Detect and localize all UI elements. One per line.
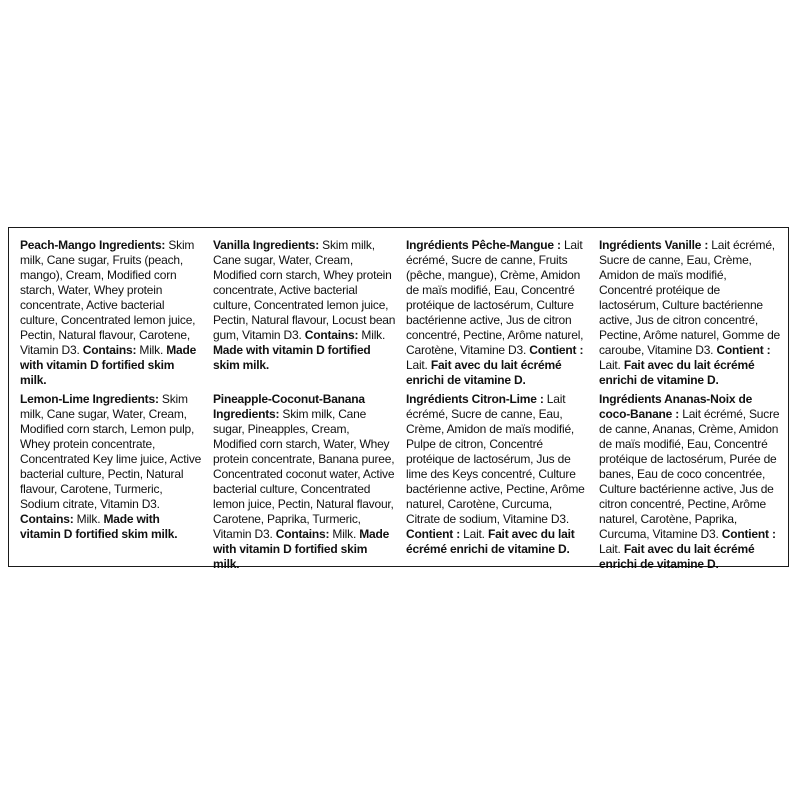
panel-contains-body: Milk.	[358, 328, 386, 342]
panel-contains-label: Contient :	[716, 343, 771, 357]
panel-contains-body: Lait.	[599, 542, 624, 556]
panel-ingredients: Lait écrémé, Sucre de canne, Eau, Crème, Amidon de maïs modifié, Pulpe de citron, Concentré protéique de lactosérum, Jus de lime des Keys concentré, Culture bactérienne active, Pectine, Arôme naturel, Carotène, Curcuma, Citrate de sodium, Vitamine D3.	[406, 392, 585, 526]
panel-ingredients: Skim milk, Cane sugar, Water, Cream, Modified corn starch, Lemon pulp, Whey protein concentrate, Concentrated Key lime juice, Active bacterial culture, Pectin, Natural flavour, Carotene, Turmeric, Sodium citrate, Vitamin D3.	[20, 392, 202, 511]
panel-ingredients: Lait écrémé, Sucre de canne, Fruits (pêche, mangue), Crème, Amidon de maïs modifié, Eau, Concentré protéique de lactosérum, Culture bactérienne active, Jus de citron concentré, Pectine, Arôme naturel, Carotène, Vitamine D3.	[406, 238, 584, 357]
panel-contains-body: Lait.	[599, 358, 624, 372]
panel-heading: Ingrédients Pêche-Mangue :	[406, 238, 561, 252]
ingredients-label-box	[8, 227, 789, 571]
panel-heading: Pineapple-Coconut-Banana Ingredients:	[213, 392, 365, 421]
panel-fortified-note: Made with vitamin D fortified skim milk.	[20, 512, 178, 541]
panel-fortified-note: Made with vitamin D fortified skim milk.	[20, 343, 197, 387]
panel-heading: Lemon-Lime Ingredients:	[20, 392, 159, 406]
ingredients-grid	[20, 238, 782, 571]
panel-heading: Ingrédients Ananas-Noix de coco-Banane :	[599, 392, 753, 421]
panel-fortified-note: Made with vitamin D fortified skim milk.	[213, 527, 390, 571]
panel-contains-body: Milk.	[329, 527, 360, 541]
panel-fortified-note: Fait avec du lait écrémé enrichi de vitamine D.	[406, 527, 575, 556]
ingredient-panel-vanille-fr	[599, 238, 782, 387]
ingredient-panel-ananas-noix-de-coco-banane-fr	[599, 392, 782, 571]
panel-fortified-note: Fait avec du lait écrémé enrichi de vitamine D.	[599, 542, 755, 571]
panel-contains-label: Contient :	[721, 527, 776, 541]
panel-ingredients: Lait écrémé, Sucre de canne, Ananas, Crème, Amidon de maïs modifié, Eau, Concentré protéique de lactosérum, Purée de banes, Eau de coco concentrée, Culture bactérienne active, Jus de citron concentré, Pectine, Arôme naturel, Carotène, Paprika, Curcuma, Vitamine D3.	[599, 407, 780, 541]
panel-contains-body: Lait.	[460, 527, 488, 541]
panel-contains-label: Contains:	[20, 512, 74, 526]
panel-contains-label: Contains:	[304, 328, 359, 342]
ingredient-panel-citron-lime-fr	[406, 392, 589, 556]
panel-heading: Vanilla Ingredients:	[213, 238, 320, 252]
panel-contains-body: Milk.	[136, 343, 167, 357]
panel-ingredients: Skim milk, Cane sugar, Pineapples, Cream, Modified corn starch, Water, Whey protein concentrate, Banana puree, Concentrated coconut water, Active bacterial culture, Concentrated lemon juice, Pectin, Natural flavour, Carotene, Paprika, Turmeric, Vitamin D3.	[213, 407, 395, 541]
panel-fortified-note: Fait avec du lait écrémé enrichi de vitamine D.	[599, 358, 755, 387]
panel-heading: Ingrédients Vanille :	[599, 238, 709, 252]
ingredient-panel-peche-mangue-fr	[406, 238, 589, 387]
panel-fortified-note: Fait avec du lait écrémé enrichi de vitamine D.	[406, 358, 562, 387]
panel-contains-label: Contient :	[406, 527, 460, 541]
panel-contains-label: Contient :	[529, 343, 584, 357]
ingredient-panel-peach-mango-en	[20, 238, 203, 387]
panel-ingredients: Lait écrémé, Sucre de canne, Eau, Crème, Amidon de maïs modifié, Concentré protéique de lactosérum, Culture bactérienne active, Jus de citron concentré, Pectine, Arôme naturel, Gomme de caroube, Vitamine D3.	[599, 238, 781, 357]
panel-fortified-note: Made with vitamin D fortified skim milk.	[213, 343, 371, 372]
panel-ingredients: Skim milk, Cane sugar, Water, Cream, Modified corn starch, Whey protein concentrate, Active bacterial culture, Concentrated lemon juice, Pectin, Natural flavour, Locust bean gum, Vitamin D3.	[213, 238, 396, 342]
ingredient-panel-pineapple-coconut-banana-en	[213, 392, 396, 571]
panel-contains-label: Contains:	[275, 527, 330, 541]
panel-contains-label: Contains:	[82, 343, 137, 357]
panel-contains-body: Milk.	[73, 512, 104, 526]
panel-heading: Peach-Mango Ingredients:	[20, 238, 166, 252]
ingredient-panel-lemon-lime-en	[20, 392, 203, 541]
panel-heading: Ingrédients Citron-Lime :	[406, 392, 544, 406]
panel-ingredients: Skim milk, Cane sugar, Fruits (peach, mango), Cream, Modified corn starch, Water, Whey protein concentrate, Active bacterial culture, Concentrated lemon juice, Pectin, Natural flavour, Carotene, Vitamin D3.	[20, 238, 196, 357]
ingredient-panel-vanilla-en	[213, 238, 396, 380]
panel-contains-body: Lait.	[406, 358, 431, 372]
